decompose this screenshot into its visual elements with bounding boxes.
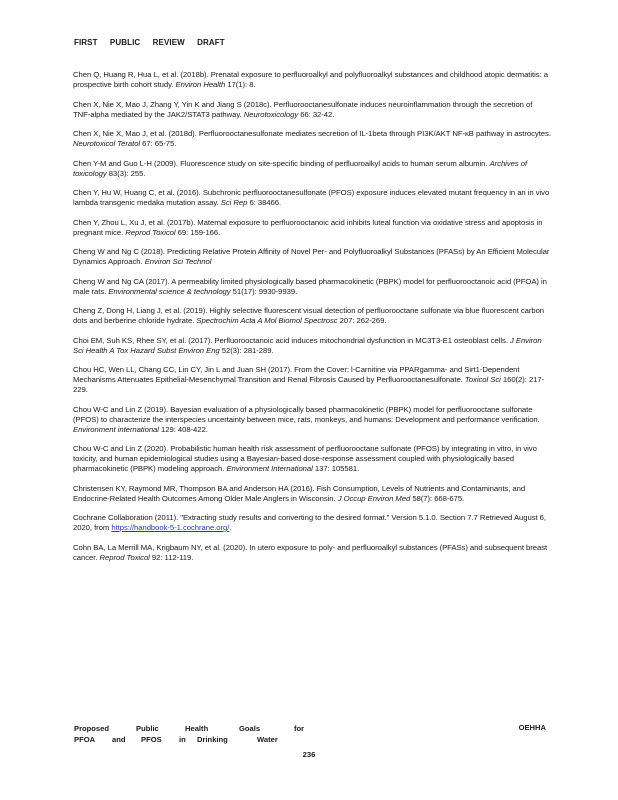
reference-citation: 160(2): 217-229. [73, 375, 545, 394]
reference-text: Cheng Z, Dong H, Liang J, et al. (2019). Highly selective fluorescent visual detection of perfluorooctane sulfonate via blue fluorescent carbon dots and berberine chloride hydrate. [73, 306, 545, 325]
footer-word: Goals [239, 724, 261, 733]
reference-entry [73, 277, 551, 297]
reference-text: Cheng W and Ng C (2018). Predicting Relative Protein Affinity of Novel Per- and Polyfluoroalkyl Substances (PFASs) by An Efficient Molecular Dynamics Approach. [73, 247, 550, 266]
reference-citation: 67: 65-75. [140, 139, 177, 148]
reference-entry [73, 484, 551, 504]
reference-citation: 92: 112-119. [149, 552, 194, 562]
reference-entry [73, 306, 551, 326]
reference-journal: J Occup Environ Med [337, 493, 411, 503]
reference-citation: 17(1): 8. [225, 80, 256, 89]
reference-text: Chen Y, Zhou L, Xu J, et al. (2017b). Maternal exposure to perfluorooctanoic acid inhibits luteal function via oxidative stress and apoptosis in pregnant mice. [73, 217, 543, 237]
reference-entry [73, 129, 551, 149]
reference-entry [73, 405, 551, 435]
footer-title-line-1 [74, 723, 550, 734]
reference-citation: 58(7): 668-675. [410, 493, 465, 503]
footer-title [74, 723, 550, 745]
page-number: 236 [302, 750, 316, 759]
reference-citation: 51(17): 9930-9939. [230, 286, 298, 296]
reference-entry [73, 159, 551, 179]
reference-text: Chou W-C and Lin Z (2020). Probabilistic human health risk assessment of perfluorooctane sulfonate (PFOS) by integrating in vitro, in vivo toxicity, and human epidemiological studies using a Bayesian-based dose-response assessment coupled with physiologically based pharmacokinetic (PBPK) modeling approach. [73, 444, 537, 473]
reference-journal: Neurotoxicology [243, 109, 299, 119]
reference-entry [73, 513, 551, 533]
reference-text: Chen Q, Huang R, Hua L, et al. (2018b). Prenatal exposure to perfluoroalkyl and polyfluoroalkyl substances and childhood atopic dermatitis: a prospective birth cohort study. [73, 70, 548, 89]
reference-citation: 83(3): 255. [106, 168, 146, 178]
reference-text: Cheng W and Ng CA (2017). A permeability limited physiologically based pharmacokinetic (PBPK) model for perfluorooctanoic acid (PFOA) in male rats. [73, 276, 547, 296]
reference-citation: 6: 38466. [247, 198, 282, 207]
reference-journal: Reprod Toxicol [99, 552, 150, 562]
reference-journal: Archives of toxicology [73, 158, 528, 178]
footer-word: for [294, 724, 305, 733]
reference-entry [73, 543, 551, 563]
reference-entry [73, 336, 551, 356]
reference-citation: 137: 105581. [312, 464, 360, 473]
reference-journal: Reprod Toxicol [125, 227, 176, 237]
reference-list [73, 70, 551, 572]
reference-journal: Environment International [226, 464, 313, 473]
reference-entry [73, 247, 551, 267]
reference-entry [73, 444, 551, 474]
footer-word: in [179, 735, 186, 744]
reference-text: Christensen KY, Raymond MR, Thompson BA and Anderson HA (2016). Fish Consumption, Levels of Nutrients and Contaminants, and Endocrine-Related Health Outcomes Among Older Male Anglers in Wisconsin. [73, 483, 526, 503]
reference-journal: Toxicol Sci [464, 375, 501, 384]
footer-word: Public [136, 724, 159, 733]
footer-word: Proposed [74, 724, 110, 733]
footer-word: Drinking [197, 735, 228, 744]
reference-text: Chen Y-M and Guo L-H (2009). Fluorescence study on site-specific binding of perfluoroalkyl acids to human serum albumin. [73, 158, 490, 168]
reference-entry [73, 218, 551, 238]
footer-agency: OEHHA [518, 723, 546, 732]
footer-word: Water [257, 735, 278, 744]
reference-citation: 129: 408-422. [158, 424, 208, 434]
reference-text: Cohn BA, La Merrill MA, Krigbaum NY, et al. (2020). In utero exposure to poly- and perfluoroalkyl substances (PFASs) and subsequent breast cancer. [73, 542, 548, 562]
reference-entry [73, 365, 551, 395]
footer-word: Health [185, 724, 209, 733]
reference-journal: Environ Health [175, 80, 226, 89]
reference-citation: . [229, 523, 232, 532]
reference-citation: 69: 159-166. [175, 227, 221, 237]
reference-citation: 66: 32-42. [298, 109, 335, 119]
footer-word: PFOA [74, 735, 96, 744]
reference-text: Chen X, Nie X, Mao J, et al. (2018d). Perfluorooctanesulfonate mediates secretion of IL-1beta through PI3K/AKT NF-κB pathway in astrocytes. [73, 129, 551, 138]
reference-journal: J Environ Sci Health A Tox Hazard Subst Environ Eng [73, 335, 542, 355]
reference-journal: Environment international [73, 424, 159, 434]
reference-text: Cochrane Collaboration (2011). "Extracting study results and converting to the desired format." Version 5.1.0. Section 7.7 Retrieved August 6, 2020, from [73, 513, 546, 532]
reference-link[interactable]: https://handbook-5-1.cochrane.org/ [111, 523, 230, 532]
reference-entry [73, 188, 551, 208]
reference-text: Chou HC, Wen LL, Chang CC, Lin CY, Jin L and Juan SH (2017). From the Cover: l-Carnitine via PPARgamma- and Sirt1-Dependent Mechanisms Attenuates Epithelial-Mesenchymal Transition and Renal Fibrosis Caused by Perfluorooctanesulfonate. [73, 365, 520, 384]
reference-citation: 52(3): 281-289. [219, 345, 274, 355]
reference-journal: Spectrochim Acta A Mol Biomol Spectrosc [196, 316, 338, 325]
reference-journal: Environmental science & technology [108, 286, 231, 296]
reference-text: Choi EM, Suh KS, Rhee SY, et al. (2017). Perfluorooctanoic acid induces mitochondrial dysfunction in MC3T3-E1 osteoblast cells. [73, 335, 510, 345]
reference-journal: Neurotoxicol Teratol [73, 139, 141, 148]
footer-word: PFOS [141, 735, 162, 744]
draft-header: FIRST PUBLIC REVIEW DRAFT [74, 38, 225, 47]
reference-entry [73, 70, 551, 90]
reference-text: Chen X, Nie X, Mao J, Zhang Y, Yin K and Jiang S (2018c). Perfluorooctanesulfonate induces neuroinflammation through the secretion of TNF-alpha mediated by the JAK2/STAT3 pathway. [73, 99, 533, 119]
reference-journal: Environ Sci Technol [144, 257, 212, 266]
reference-text: Chen Y, Hu W, Huang C, et al. (2016). Subchronic perfluorooctanesulfonate (PFOS) exposure induces elevated mutant frequency in an in vivo lambda transgenic medaka mutation assay. [73, 188, 550, 207]
reference-text: Chou W-C and Lin Z (2019). Bayesian evaluation of a physiologically based pharmacokinetic (PBPK) model for perfluorooctane sulfonate (PFOS) to characterize the interspecies uncertainty between mice, rats, monkeys, and humans: Development and performance verification. [73, 404, 540, 424]
reference-entry [73, 100, 551, 120]
reference-citation: 207: 262-269. [337, 316, 387, 325]
footer-title-line-2 [74, 734, 550, 745]
footer-word: and [112, 735, 126, 744]
reference-journal: Sci Rep [220, 198, 248, 207]
